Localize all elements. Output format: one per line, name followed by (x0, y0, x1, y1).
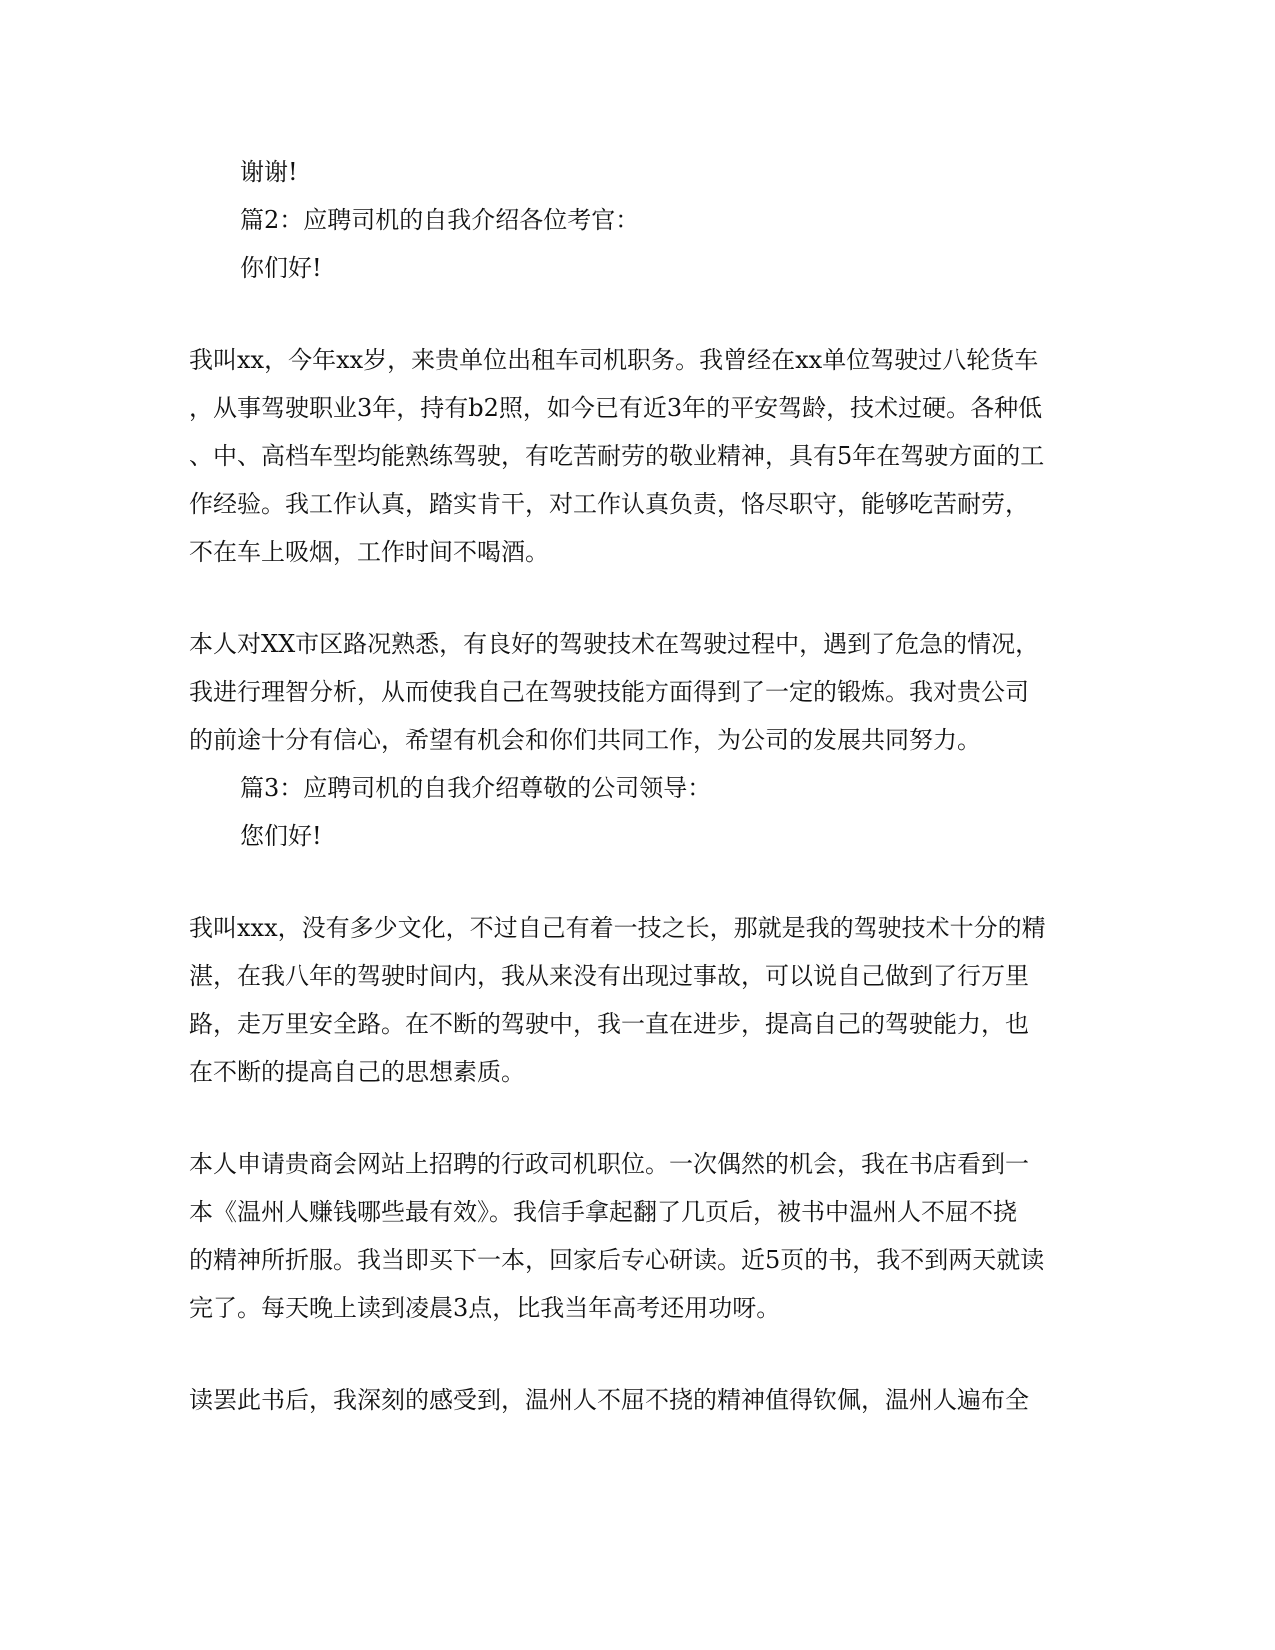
closing-line: 谢谢! (240, 158, 298, 186)
paragraph-line: 本《温州人赚钱哪些最有效》。我信手拿起翻了几页后，被书中温州人不屈不挠 (189, 1198, 1017, 1226)
paragraph-line: 我叫xx，今年xx岁，来贵单位出租车司机职务。我曾经在xx单位驾驶过八轮货车 (189, 346, 1039, 374)
paragraph-line: 、中、高档车型均能熟练驾驶，有吃苦耐劳的敬业精神，具有5年在驾驶方面的工 (189, 442, 1045, 470)
section-2-heading: 篇2：应聘司机的自我介绍各位考官： (240, 206, 640, 234)
paragraph-line: 在不断的提高自己的思想素质。 (189, 1058, 525, 1086)
paragraph-line: 我进行理智分析，从而使我自己在驾驶技能方面得到了一定的锻炼。我对贵公司 (189, 678, 1029, 706)
greeting-line: 您们好! (240, 822, 322, 850)
paragraph-line: 读罢此书后，我深刻的感受到，温州人不屈不挠的精神值得钦佩，温州人遍布全 (189, 1386, 1029, 1414)
paragraph-line: 完了。每天晚上读到凌晨3点，比我当年高考还用功呀。 (189, 1294, 781, 1322)
paragraph-line: ，从事驾驶职业3年，持有b2照，如今已有近3年的平安驾龄，技术过硬。各种低 (189, 394, 1043, 422)
paragraph-line: 作经验。我工作认真，踏实肯干，对工作认真负责，恪尽职守，能够吃苦耐劳， (189, 490, 1029, 518)
paragraph-line: 本人对XX市区路况熟悉，有良好的驾驶技术在驾驶过程中，遇到了危急的情况， (189, 630, 1040, 658)
paragraph-line: 湛，在我八年的驾驶时间内，我从来没有出现过事故，可以说自己做到了行万里 (189, 962, 1029, 990)
paragraph-line: 我叫xxx，没有多少文化，不过自己有着一技之长，那就是我的驾驶技术十分的精 (189, 914, 1046, 942)
paragraph-line: 的精神所折服。我当即买下一本，回家后专心研读。近5页的书，我不到两天就读 (189, 1246, 1045, 1274)
paragraph-line: 的前途十分有信心，希望有机会和你们共同工作，为公司的发展共同努力。 (189, 726, 981, 754)
paragraph-line: 路，走万里安全路。在不断的驾驶中，我一直在进步，提高自己的驾驶能力，也 (189, 1010, 1029, 1038)
paragraph-line: 本人申请贵商会网站上招聘的行政司机职位。一次偶然的机会，我在书店看到一 (189, 1150, 1029, 1178)
section-3-heading: 篇3：应聘司机的自我介绍尊敬的公司领导： (240, 774, 712, 802)
greeting-line: 你们好! (240, 254, 322, 282)
paragraph-line: 不在车上吸烟，工作时间不喝酒。 (189, 538, 549, 566)
